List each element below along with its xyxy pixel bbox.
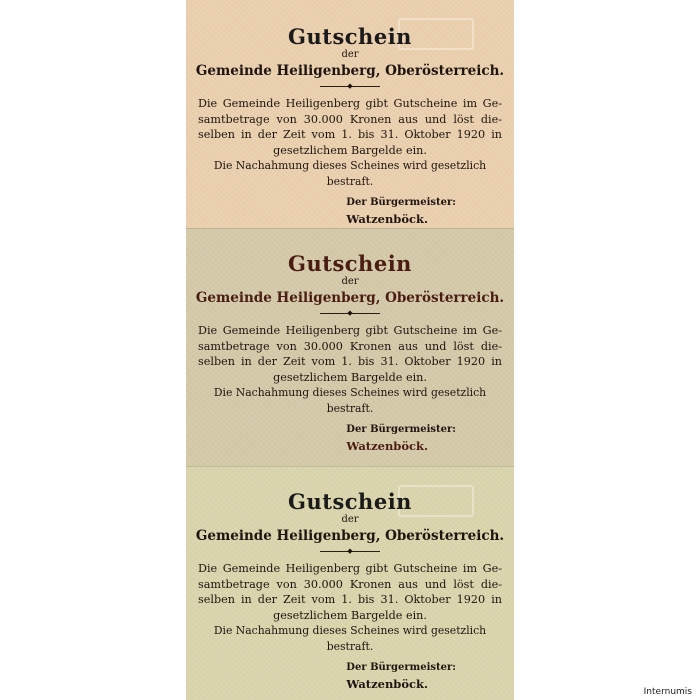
body-line: selben in der Zeit vom 1. bis 31. Oktober 1920 in	[198, 128, 502, 141]
divider-ornament	[320, 309, 380, 317]
signature-role: Der Bürgermeister:	[346, 424, 456, 435]
signature-role: Der Bürgermeister:	[346, 197, 456, 208]
note-der: der	[341, 514, 359, 525]
signature-name: Watzenböck.	[346, 212, 428, 226]
note-issuer: Gemeinde Heiligenberg, Oberösterreich.	[195, 290, 505, 306]
note-body	[186, 323, 514, 416]
body-line: gesetzlichem Bargelde ein.	[273, 370, 427, 384]
note-der: der	[341, 49, 359, 60]
note-title: Gutschein	[288, 489, 412, 514]
signature-name: Watzenböck.	[346, 677, 428, 691]
body-line: samtbetrage von 30.000 Kronen aus und löst die-	[198, 112, 502, 126]
penalty-line: Die Nachahmung dieses Scheines wird gesetzlich bestraft.	[213, 624, 487, 653]
body-line: gesetzlichem Bargelde ein.	[273, 608, 427, 622]
note-title: Gutschein	[288, 24, 412, 49]
note-der: der	[341, 276, 359, 287]
note-body	[186, 96, 514, 189]
voucher-note-2	[186, 228, 514, 466]
note-issuer: Gemeinde Heiligenberg, Oberösterreich.	[195, 63, 505, 79]
body-line: selben in der Zeit vom 1. bis 31. Oktober 1920 in	[198, 355, 502, 368]
note-issuer: Gemeinde Heiligenberg, Oberösterreich.	[195, 528, 505, 544]
body-line: Die Gemeinde Heiligenberg gibt Gutscheine im Ge-	[198, 97, 502, 110]
body-line: Die Gemeinde Heiligenberg gibt Gutscheine im Ge-	[198, 562, 502, 575]
note-title: Gutschein	[288, 251, 412, 276]
penalty-line: Die Nachahmung dieses Scheines wird gesetzlich bestraft.	[213, 159, 487, 188]
body-line: samtbetrage von 30.000 Kronen aus und löst die-	[198, 577, 502, 591]
penalty-line: Die Nachahmung dieses Scheines wird gesetzlich bestraft.	[213, 386, 487, 415]
divider-ornament	[320, 547, 380, 555]
voucher-note-3	[186, 466, 514, 700]
voucher-note-1	[186, 0, 514, 228]
body-line: gesetzlichem Bargelde ein.	[273, 143, 427, 157]
body-line: selben in der Zeit vom 1. bis 31. Oktober 1920 in	[198, 593, 502, 606]
signature-role: Der Bürgermeister:	[346, 662, 456, 673]
signature-name: Watzenböck.	[346, 439, 428, 453]
divider-ornament	[320, 82, 380, 90]
source-credit: Internumis	[643, 687, 692, 697]
note-body	[186, 561, 514, 654]
body-line: samtbetrage von 30.000 Kronen aus und löst die-	[198, 339, 502, 353]
body-line: Die Gemeinde Heiligenberg gibt Gutscheine im Ge-	[198, 324, 502, 337]
